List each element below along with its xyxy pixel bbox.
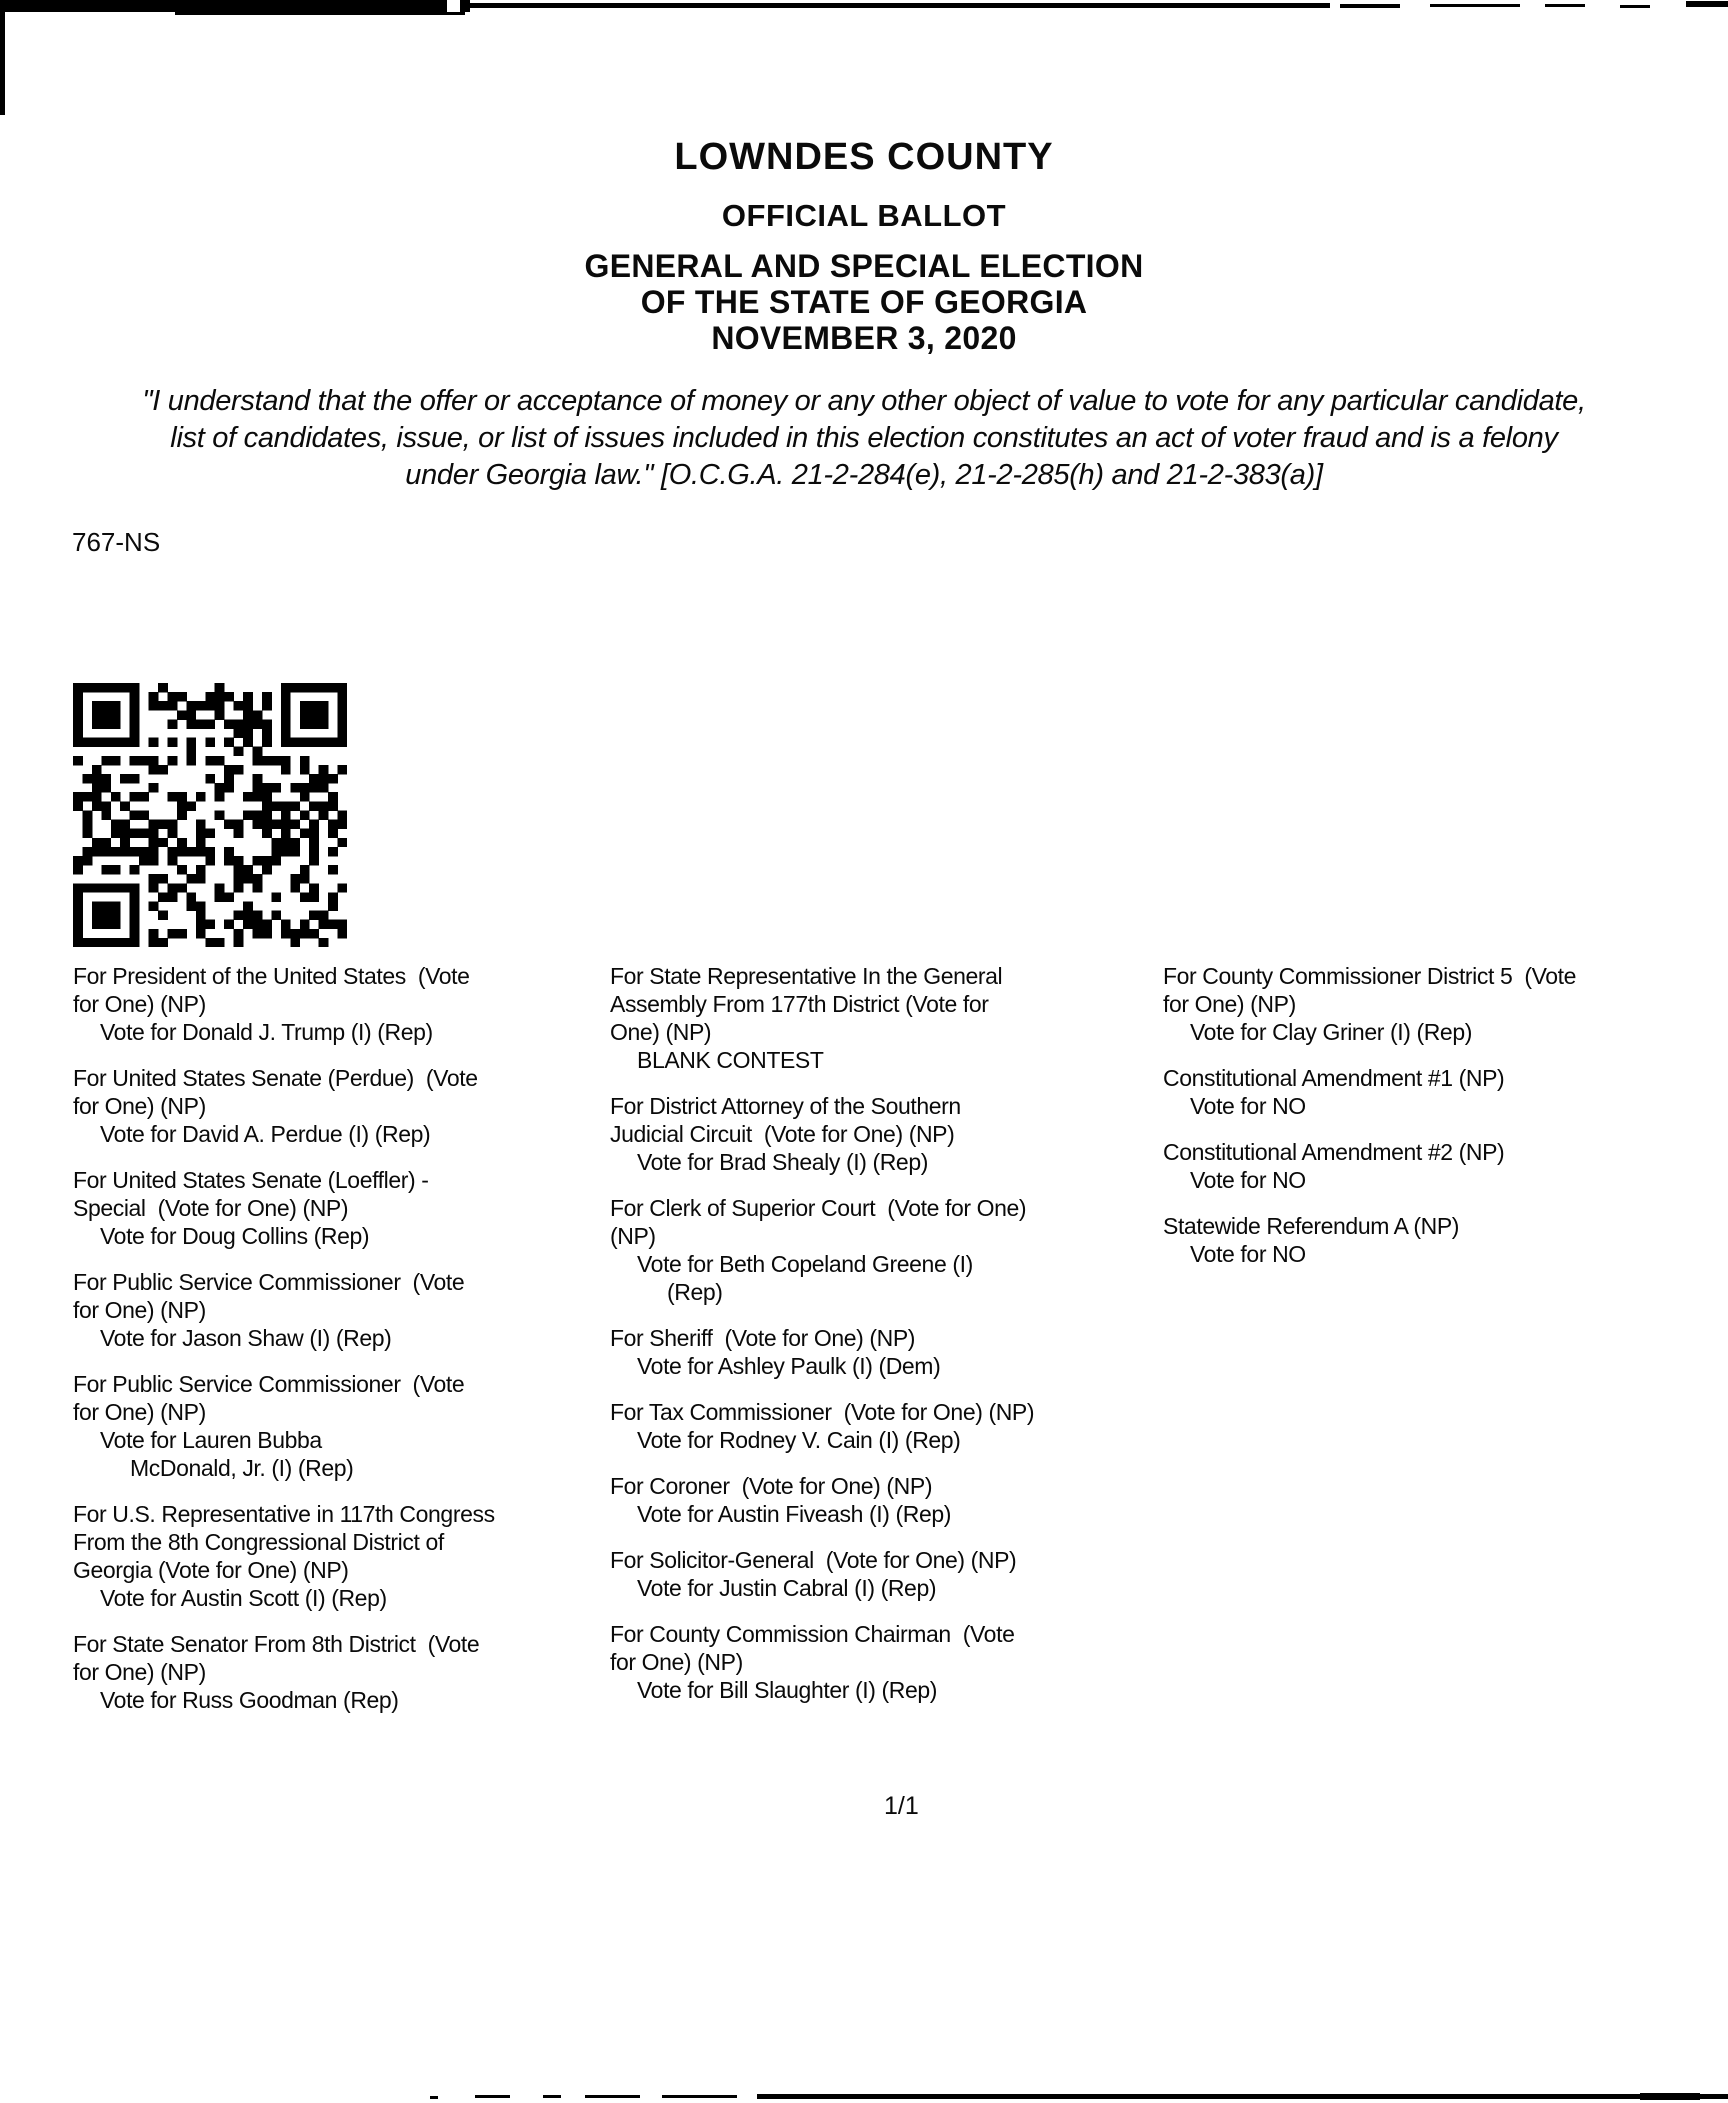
contest (1163, 1138, 1713, 1194)
contest-title-line: From the 8th Congressional District of (73, 1529, 444, 1555)
contest-title-line: for One) (NP) (73, 1659, 206, 1685)
scan-artifact-top-dash (1430, 4, 1520, 7)
contest-choice-line: Vote for Lauren Bubba (100, 1427, 322, 1453)
contest-column-left (73, 962, 608, 1732)
contest-column-right (1163, 962, 1713, 1286)
contest-choice-line: Vote for Austin Fiveash (I) (Rep) (637, 1501, 952, 1527)
contest (73, 1500, 608, 1612)
page-number: 1/1 (884, 1792, 919, 1820)
contest-title-line: For County Commissioner District 5 (Vote (1163, 963, 1577, 989)
contest-choice-line: Vote for Beth Copeland Greene (I) (637, 1251, 973, 1277)
contest-title-line: For Tax Commissioner (Vote for One) (NP) (610, 1399, 1035, 1425)
contest-title-line: Assembly From 177th District (Vote for (610, 991, 989, 1017)
fraud-notice-line: under Georgia law." [O.C.G.A. 21-2-284(e), 21-2-285(h) and 21-2-383(a)] (405, 459, 1323, 491)
qr-code-icon (73, 683, 347, 947)
contest-choice-line: Vote for NO (1190, 1167, 1306, 1193)
contest-title-line: Special (Vote for One) (NP) (73, 1195, 349, 1221)
contest-title-line: for One) (NP) (73, 1399, 206, 1425)
contest-choice-line: Vote for Justin Cabral (I) (Rep) (637, 1575, 937, 1601)
scan-artifact-top-line (470, 3, 1330, 8)
contest-choice-line: McDonald, Jr. (I) (Rep) (130, 1455, 354, 1481)
contest-title-line: For Coroner (Vote for One) (NP) (610, 1473, 933, 1499)
scan-artifact-top-bar-gap (447, 0, 460, 12)
contest-title-line: For Public Service Commissioner (Vote (73, 1371, 465, 1397)
scan-artifact-bottom-dash (662, 2095, 737, 2098)
contest-title-line: Constitutional Amendment #2 (NP) (1163, 1139, 1505, 1165)
contest-choice-line: Vote for Austin Scott (I) (Rep) (100, 1585, 387, 1611)
fraud-notice-line: "I understand that the offer or acceptance of money or any other object of value to vote for any particular candidate, (142, 385, 1586, 417)
contest-title-line: For U.S. Representative in 117th Congress (73, 1501, 495, 1527)
contest-choice-line: Vote for Doug Collins (Rep) (100, 1223, 370, 1249)
contest-title-line: One) (NP) (610, 1019, 712, 1045)
scan-artifact-bottom-dash (475, 2095, 510, 2098)
contest (610, 1092, 1160, 1176)
contest-title-line: For State Senator From 8th District (Vote (73, 1631, 480, 1657)
contest (73, 1166, 608, 1250)
contest-title-line: For President of the United States (Vote (73, 963, 470, 989)
contest-title-line: For Sheriff (Vote for One) (NP) (610, 1325, 916, 1351)
election-title-line: NOVEMBER 3, 2020 (711, 320, 1017, 356)
contest-choice-line: Vote for Brad Shealy (I) (Rep) (637, 1149, 928, 1175)
contest-choice-line: Vote for NO (1190, 1093, 1306, 1119)
contest (73, 1370, 608, 1482)
scan-artifact-top-dash (1340, 4, 1400, 8)
scan-artifact-top-dash (1686, 1, 1728, 7)
contest-title-line: For Solicitor-General (Vote for One) (NP) (610, 1547, 1017, 1573)
scan-artifact-top-bar (0, 0, 470, 12)
contest (1163, 1064, 1713, 1120)
scan-artifact-bottom-line (757, 2094, 1728, 2099)
contest (73, 1268, 608, 1352)
contest-choice-line: Vote for NO (1190, 1241, 1306, 1267)
contest-title-line: For State Representative In the General (610, 963, 1003, 989)
contest-title-line: For United States Senate (Loeffler) - (73, 1167, 429, 1193)
fraud-notice-line: list of candidates, issue, or list of issues included in this election constitutes an act of voter fraud and is a felony (170, 422, 1558, 454)
scan-artifact-top-fragment (175, 12, 465, 15)
contest (1163, 962, 1713, 1046)
contest-choice-line: Vote for Clay Griner (I) (Rep) (1190, 1019, 1472, 1045)
contest-choice-line: Vote for Bill Slaughter (I) (Rep) (637, 1677, 937, 1703)
contest-title-line: For County Commission Chairman (Vote (610, 1621, 1015, 1647)
county-title: LOWNDES COUNTY (674, 136, 1054, 178)
scan-artifact-bottom-blob (1640, 2093, 1700, 2100)
contest-title-line: for One) (NP) (73, 1093, 206, 1119)
contest-title-line: For Clerk of Superior Court (Vote for One) (610, 1195, 1027, 1221)
election-title-line: GENERAL AND SPECIAL ELECTION (584, 248, 1144, 284)
contest-title-line: For District Attorney of the Southern (610, 1093, 961, 1119)
contest-title-line: Judicial Circuit (Vote for One) (NP) (610, 1121, 955, 1147)
contest (1163, 1212, 1713, 1268)
election-title (0, 248, 1728, 356)
contest-choice-line: Vote for Ashley Paulk (I) (Dem) (637, 1353, 941, 1379)
scan-artifact-top-dash (1545, 4, 1585, 7)
contest (610, 962, 1160, 1074)
contest-choice-line: Vote for Russ Goodman (Rep) (100, 1687, 399, 1713)
scan-artifact-left-line (0, 0, 5, 115)
ballot-title: OFFICIAL BALLOT (721, 198, 1007, 233)
contest (610, 1398, 1160, 1454)
scan-artifact-bottom-dot (430, 2096, 438, 2099)
contest (610, 1324, 1160, 1380)
contest-choice-line: Vote for Rodney V. Cain (I) (Rep) (637, 1427, 961, 1453)
contest-title-line: For United States Senate (Perdue) (Vote (73, 1065, 478, 1091)
ballot-style-number: 767-NS (72, 527, 161, 557)
contest-title-line: (NP) (610, 1223, 656, 1249)
contest (610, 1546, 1160, 1602)
contest-column-middle (610, 962, 1160, 1722)
contest-choice-line: BLANK CONTEST (637, 1047, 824, 1073)
contest-title-line: for One) (NP) (1163, 991, 1296, 1017)
scan-artifact-bottom-dash (543, 2095, 561, 2098)
contest-title-line: For Public Service Commissioner (Vote (73, 1269, 465, 1295)
contest (73, 1630, 608, 1714)
fraud-notice (0, 383, 1728, 494)
contest-title-line: Statewide Referendum A (NP) (1163, 1213, 1460, 1239)
contest-title-line: for One) (NP) (73, 991, 206, 1017)
scan-artifact-bottom-dash (585, 2095, 640, 2098)
contest-choice-line: Vote for Donald J. Trump (I) (Rep) (100, 1019, 433, 1045)
contest (610, 1194, 1160, 1306)
contest (610, 1472, 1160, 1528)
contest-choice-line: Vote for David A. Perdue (I) (Rep) (100, 1121, 431, 1147)
contest-title-line: for One) (NP) (610, 1649, 743, 1675)
contest (73, 962, 608, 1046)
contest-title-line: for One) (NP) (73, 1297, 206, 1323)
scan-artifact-top-dash (1620, 5, 1650, 8)
contest-choice-line: Vote for Jason Shaw (I) (Rep) (100, 1325, 392, 1351)
contest-title-line: Georgia (Vote for One) (NP) (73, 1557, 349, 1583)
contest (73, 1064, 608, 1148)
contest-choice-line: (Rep) (667, 1279, 723, 1305)
contest-title-line: Constitutional Amendment #1 (NP) (1163, 1065, 1505, 1091)
election-title-line: OF THE STATE OF GEORGIA (640, 284, 1088, 320)
contest (610, 1620, 1160, 1704)
